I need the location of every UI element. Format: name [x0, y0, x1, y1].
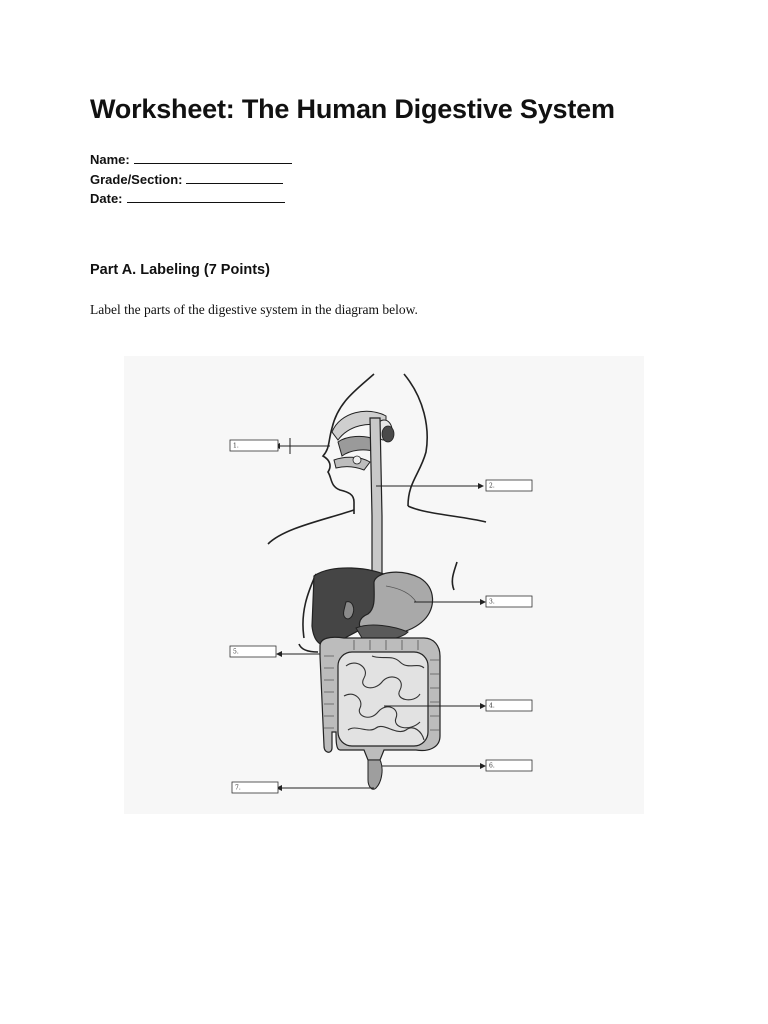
label-number-3: 3.	[489, 598, 495, 606]
label-number-2: 2.	[489, 482, 495, 490]
grade-section-label: Grade/Section:	[90, 171, 183, 187]
label-box-1[interactable]	[230, 440, 278, 451]
student-info	[90, 150, 292, 209]
section-heading: Part A. Labeling (7 Points)	[90, 262, 270, 278]
grade-section-blank[interactable]	[186, 171, 283, 184]
label-number-6: 6.	[489, 762, 495, 770]
label-number-7: 7.	[235, 784, 241, 792]
label-box-3[interactable]	[486, 596, 532, 607]
name-blank[interactable]	[134, 151, 292, 164]
label-number-4: 4.	[489, 702, 495, 710]
small-intestine-shape	[338, 652, 428, 746]
label-box-4[interactable]	[486, 700, 532, 711]
oral-cavity	[332, 411, 394, 470]
digestive-system-illustration	[124, 356, 644, 814]
gallbladder-shape	[344, 602, 354, 619]
date-label: Date:	[90, 191, 123, 206]
rectum-shape	[368, 760, 382, 789]
date-field[interactable]	[90, 189, 292, 209]
label-box-7[interactable]	[232, 782, 278, 793]
esophagus-shape	[370, 418, 382, 588]
instruction-text: Label the parts of the digestive system in the diagram below.	[90, 302, 418, 317]
digestive-system-diagram	[124, 356, 644, 814]
label-number-5: 5.	[233, 648, 239, 656]
date-blank[interactable]	[127, 190, 285, 203]
name-label: Name:	[90, 152, 130, 167]
label-box-2[interactable]	[486, 480, 532, 491]
label-box-5[interactable]	[230, 646, 276, 657]
label-box-6[interactable]	[486, 760, 532, 771]
page-title: Worksheet: The Human Digestive System	[90, 94, 615, 124]
label-number-1: 1.	[233, 442, 239, 450]
grade-section-field[interactable]	[90, 170, 292, 190]
name-field[interactable]	[90, 150, 292, 170]
